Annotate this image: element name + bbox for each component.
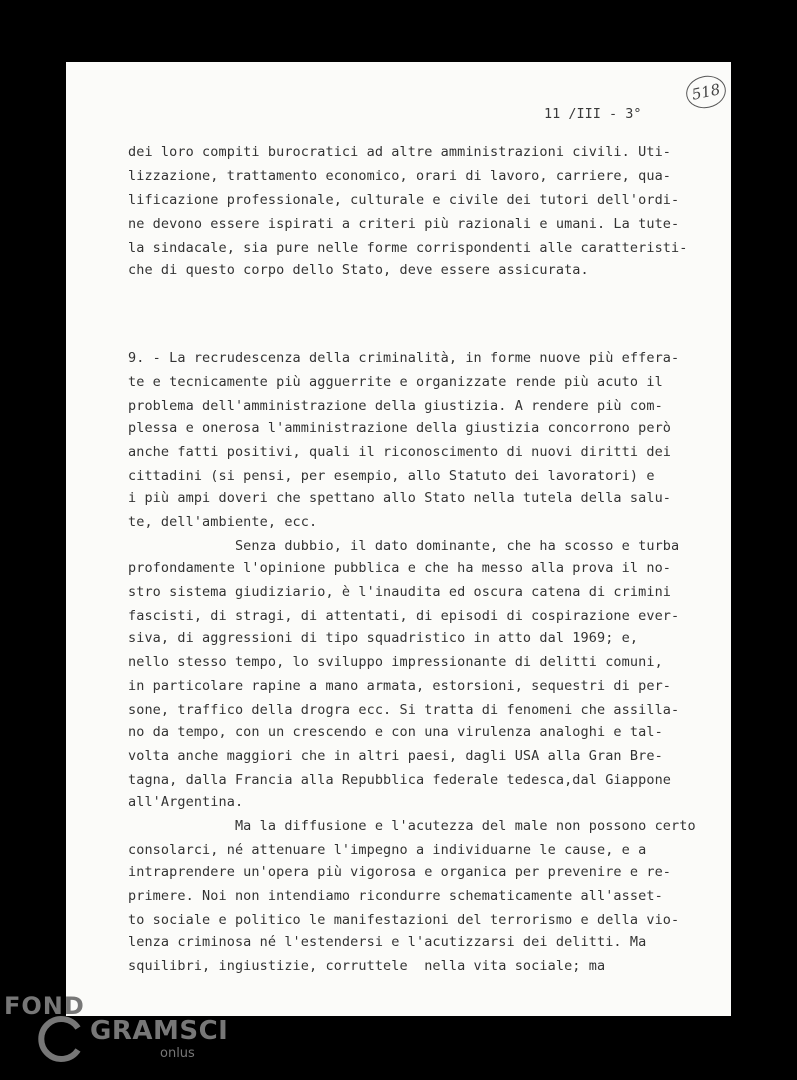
text-line: sone, traffico della drogra ecc. Si tratta di fenomeni che assilla-	[128, 702, 680, 718]
text-line: lificazione professionale, culturale e civile dei tutori dell'ordi-	[128, 192, 680, 208]
text-line: consolarci, né attenuare l'impegno a individuarne le cause, e a	[128, 842, 647, 858]
text-line: to sociale e politico le manifestazioni del terrorismo e della vio-	[128, 912, 680, 928]
text-line: primere. Noi non intendiamo ricondurre schematicamente all'asset-	[128, 888, 663, 904]
text-line: lenza criminosa né l'estendersi e l'acutizzarsi dei delitti. Ma	[128, 934, 647, 950]
text-line: in particolare rapine a mano armata, estorsioni, sequestri di per-	[128, 678, 672, 694]
text-line: te, dell'ambiente, ecc.	[128, 514, 318, 530]
page-reference: 11 /III - 3°	[544, 106, 642, 122]
watermark-fond-text: FOND	[4, 992, 85, 1020]
text-line: intraprendere un'opera più vigorosa e organica per prevenire e re-	[128, 864, 672, 880]
text-line: 9. - La recrudescenza della criminalità, in forme nuove più effera-	[128, 350, 680, 366]
text-line: te e tecnicamente più agguerrite e organizzate rende più acuto il	[128, 374, 663, 390]
text-line: ne devono essere ispirati a criteri più razionali e umani. La tute-	[128, 216, 680, 232]
text-line: cittadini (si pensi, per esempio, allo Statuto dei lavoratori) e	[128, 468, 655, 484]
text-line: la sindacale, sia pure nelle forme corrispondenti alle caratteristi-	[128, 240, 688, 256]
gramsci-logo-ring-icon	[34, 1014, 84, 1064]
text-line: siva, di aggressioni di tipo squadristico in atto dal 1969; e,	[128, 630, 639, 646]
text-line: dei loro compiti burocratici ad altre amministrazioni civili. Uti-	[128, 144, 672, 160]
text-line: squilibri, ingiustizie, corruttele nella vita sociale; ma	[128, 958, 606, 974]
text-line: no da tempo, con un crescendo e con una virulenza analoghi e tal-	[128, 724, 663, 740]
text-line: volta anche maggiori che in altri paesi, dagli USA alla Gran Bre-	[128, 748, 663, 764]
text-line: nello stesso tempo, lo sviluppo impressionante di delitti comuni,	[128, 654, 663, 670]
text-line: problema dell'amministrazione della giustizia. A rendere più com-	[128, 398, 663, 414]
text-line: fascisti, di stragi, di attentati, di episodi di cospirazione ever-	[128, 608, 680, 624]
text-line: tagna, dalla Francia alla Repubblica federale tedesca,dal Giappone	[128, 772, 672, 788]
text-line: stro sistema giudiziario, è l'inaudita ed oscura catena di crimini	[128, 584, 672, 600]
text-line: plessa e onerosa l'amministrazione della giustizia concorrono però	[128, 420, 672, 436]
document-page	[66, 62, 731, 1016]
text-line: profondamente l'opinione pubblica e che ha messo alla prova il no-	[128, 560, 672, 576]
text-line: Ma la diffusione e l'acutezza del male non possono certo	[128, 818, 696, 834]
fondazione-gramsci-watermark	[0, 990, 229, 1080]
text-line: che di questo corpo dello Stato, deve essere assicurata.	[128, 262, 589, 278]
text-line: lizzazione, trattamento economico, orari di lavoro, carriere, qua-	[128, 168, 672, 184]
text-line: anche fatti positivi, quali il riconoscimento di nuovi diritti dei	[128, 444, 672, 460]
text-line: Senza dubbio, il dato dominante, che ha scosso e turba	[128, 538, 680, 554]
watermark-gramsci-text: GRAMSCI	[90, 1016, 229, 1046]
text-line: i più ampi doveri che spettano allo Stato nella tutela della salu-	[128, 490, 672, 506]
text-line: all'Argentina.	[128, 794, 244, 810]
watermark-onlus-text: onlus	[160, 1046, 195, 1061]
handwritten-page-number: 518	[683, 72, 729, 112]
